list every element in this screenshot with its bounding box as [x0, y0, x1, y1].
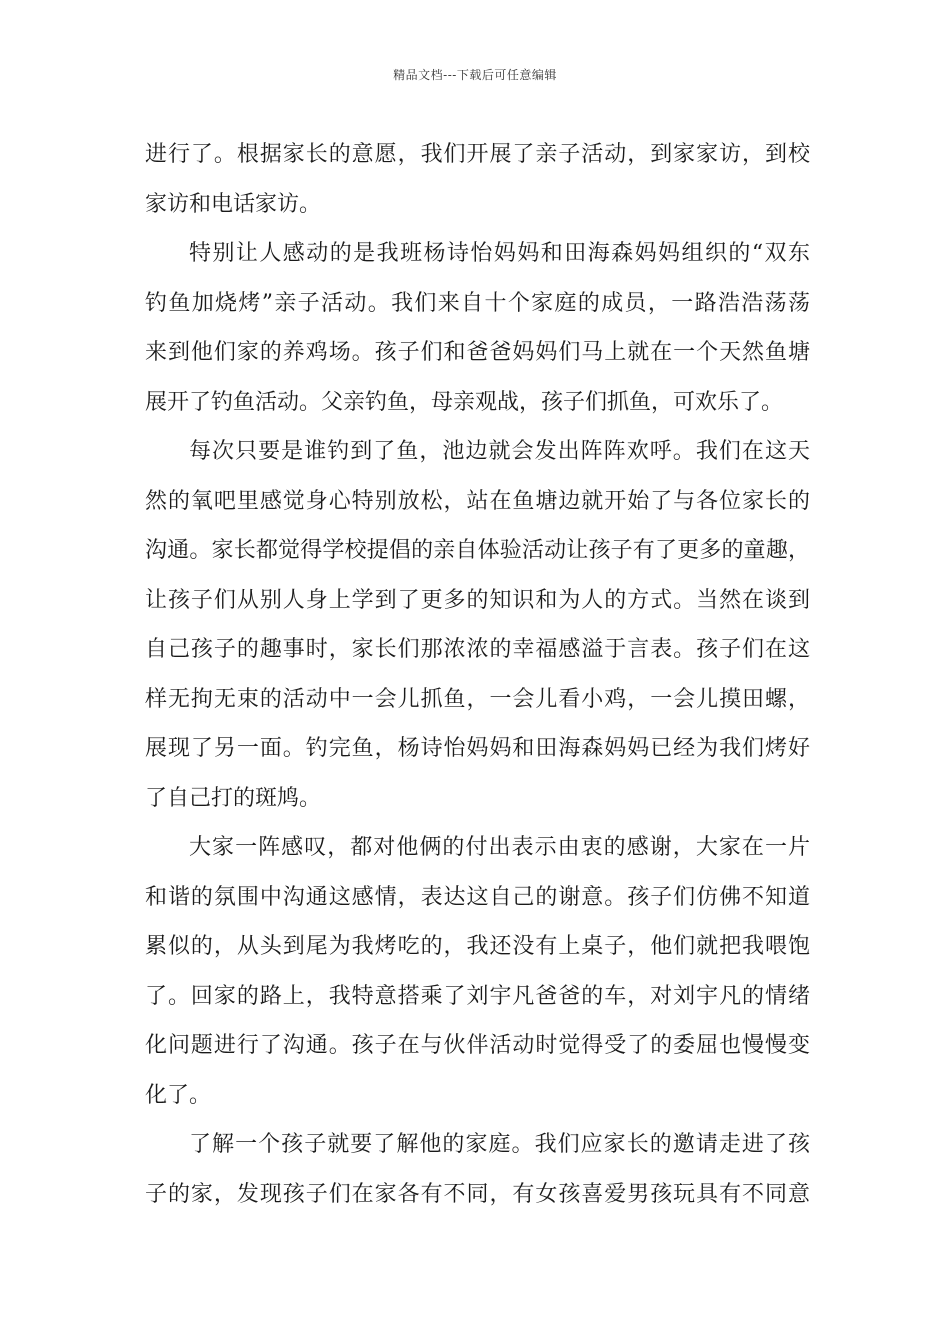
text-line: 样无拘无束的活动中一会儿抓鱼，一会儿看小鸡，一会儿摸田螺， — [145, 686, 810, 712]
text-line: 每次只要是谁钓到了鱼，池边就会发出阵阵欢呼。我们在这天 — [189, 439, 810, 464]
paragraph-5 — [145, 1120, 810, 1219]
text-line: 了解一个孩子就要了解他的家庭。我们应家长的邀请走进了孩 — [189, 1132, 810, 1157]
text-line: 和谐的氛围中沟通这感情，表达这自己的谢意。孩子们仿佛不知道 — [145, 884, 810, 910]
text-line: 了。回家的路上，我特意搭乘了刘宇凡爸爸的车，对刘宇凡的情绪 — [145, 983, 810, 1009]
text-line: 展现了另一面。钓完鱼，杨诗怡妈妈和田海森妈妈已经为我们烤好 — [145, 736, 810, 761]
text-line: 钓鱼加烧烤”亲子活动。我们来自十个家庭的成员，一路浩浩荡荡 — [145, 290, 810, 316]
text-line: 累似的，从头到尾为我烤吃的，我还没有上桌子，他们就把我喂饱 — [145, 934, 810, 959]
page-header: 精品文档---下载后可任意编辑 — [393, 68, 557, 82]
text-line: 化问题进行了沟通。孩子在与伙伴活动时觉得受了的委屈也慢慢变 — [145, 1033, 810, 1058]
text-line: 沟通。家长都觉得学校提倡的亲自体验活动让孩子有了更多的童趣， — [145, 538, 810, 563]
text-line: 化了。 — [145, 1082, 212, 1108]
text-line: 来到他们家的养鸡场。孩子们和爸爸妈妈们马上就在一个天然鱼塘 — [145, 340, 810, 365]
text-line: 特别让人感动的是我班杨诗怡妈妈和田海森妈妈组织的“双东 — [189, 241, 810, 266]
text-line: 展开了钓鱼活动。父亲钓鱼，母亲观战，孩子们抓鱼，可欢乐了。 — [145, 389, 784, 415]
paragraph-4 — [145, 823, 810, 1120]
text-line: 了自己打的斑鸠。 — [145, 785, 322, 811]
paragraph-3 — [145, 427, 810, 823]
text-line: 子的家，发现孩子们在家各有不同，有女孩喜爱男孩玩具有不同意 — [145, 1181, 810, 1207]
paragraph-1 — [145, 130, 810, 229]
paragraph-2 — [145, 229, 810, 427]
document-body — [145, 130, 810, 1219]
text-line: 大家一阵感叹，都对他俩的付出表示由衷的感谢，大家在一片 — [189, 835, 810, 860]
text-line: 让孩子们从别人身上学到了更多的知识和为人的方式。当然在谈到 — [145, 587, 810, 613]
text-line: 然的氧吧里感觉身心特别放松，站在鱼塘边就开始了与各位家长的 — [145, 488, 810, 514]
text-line: 进行了。根据家长的意愿，我们开展了亲子活动，到家家访，到校 — [145, 142, 810, 167]
text-line: 自己孩子的趣事时，家长们那浓浓的幸福感溢于言表。孩子们在这 — [145, 637, 810, 662]
text-line: 家访和电话家访。 — [145, 191, 322, 217]
